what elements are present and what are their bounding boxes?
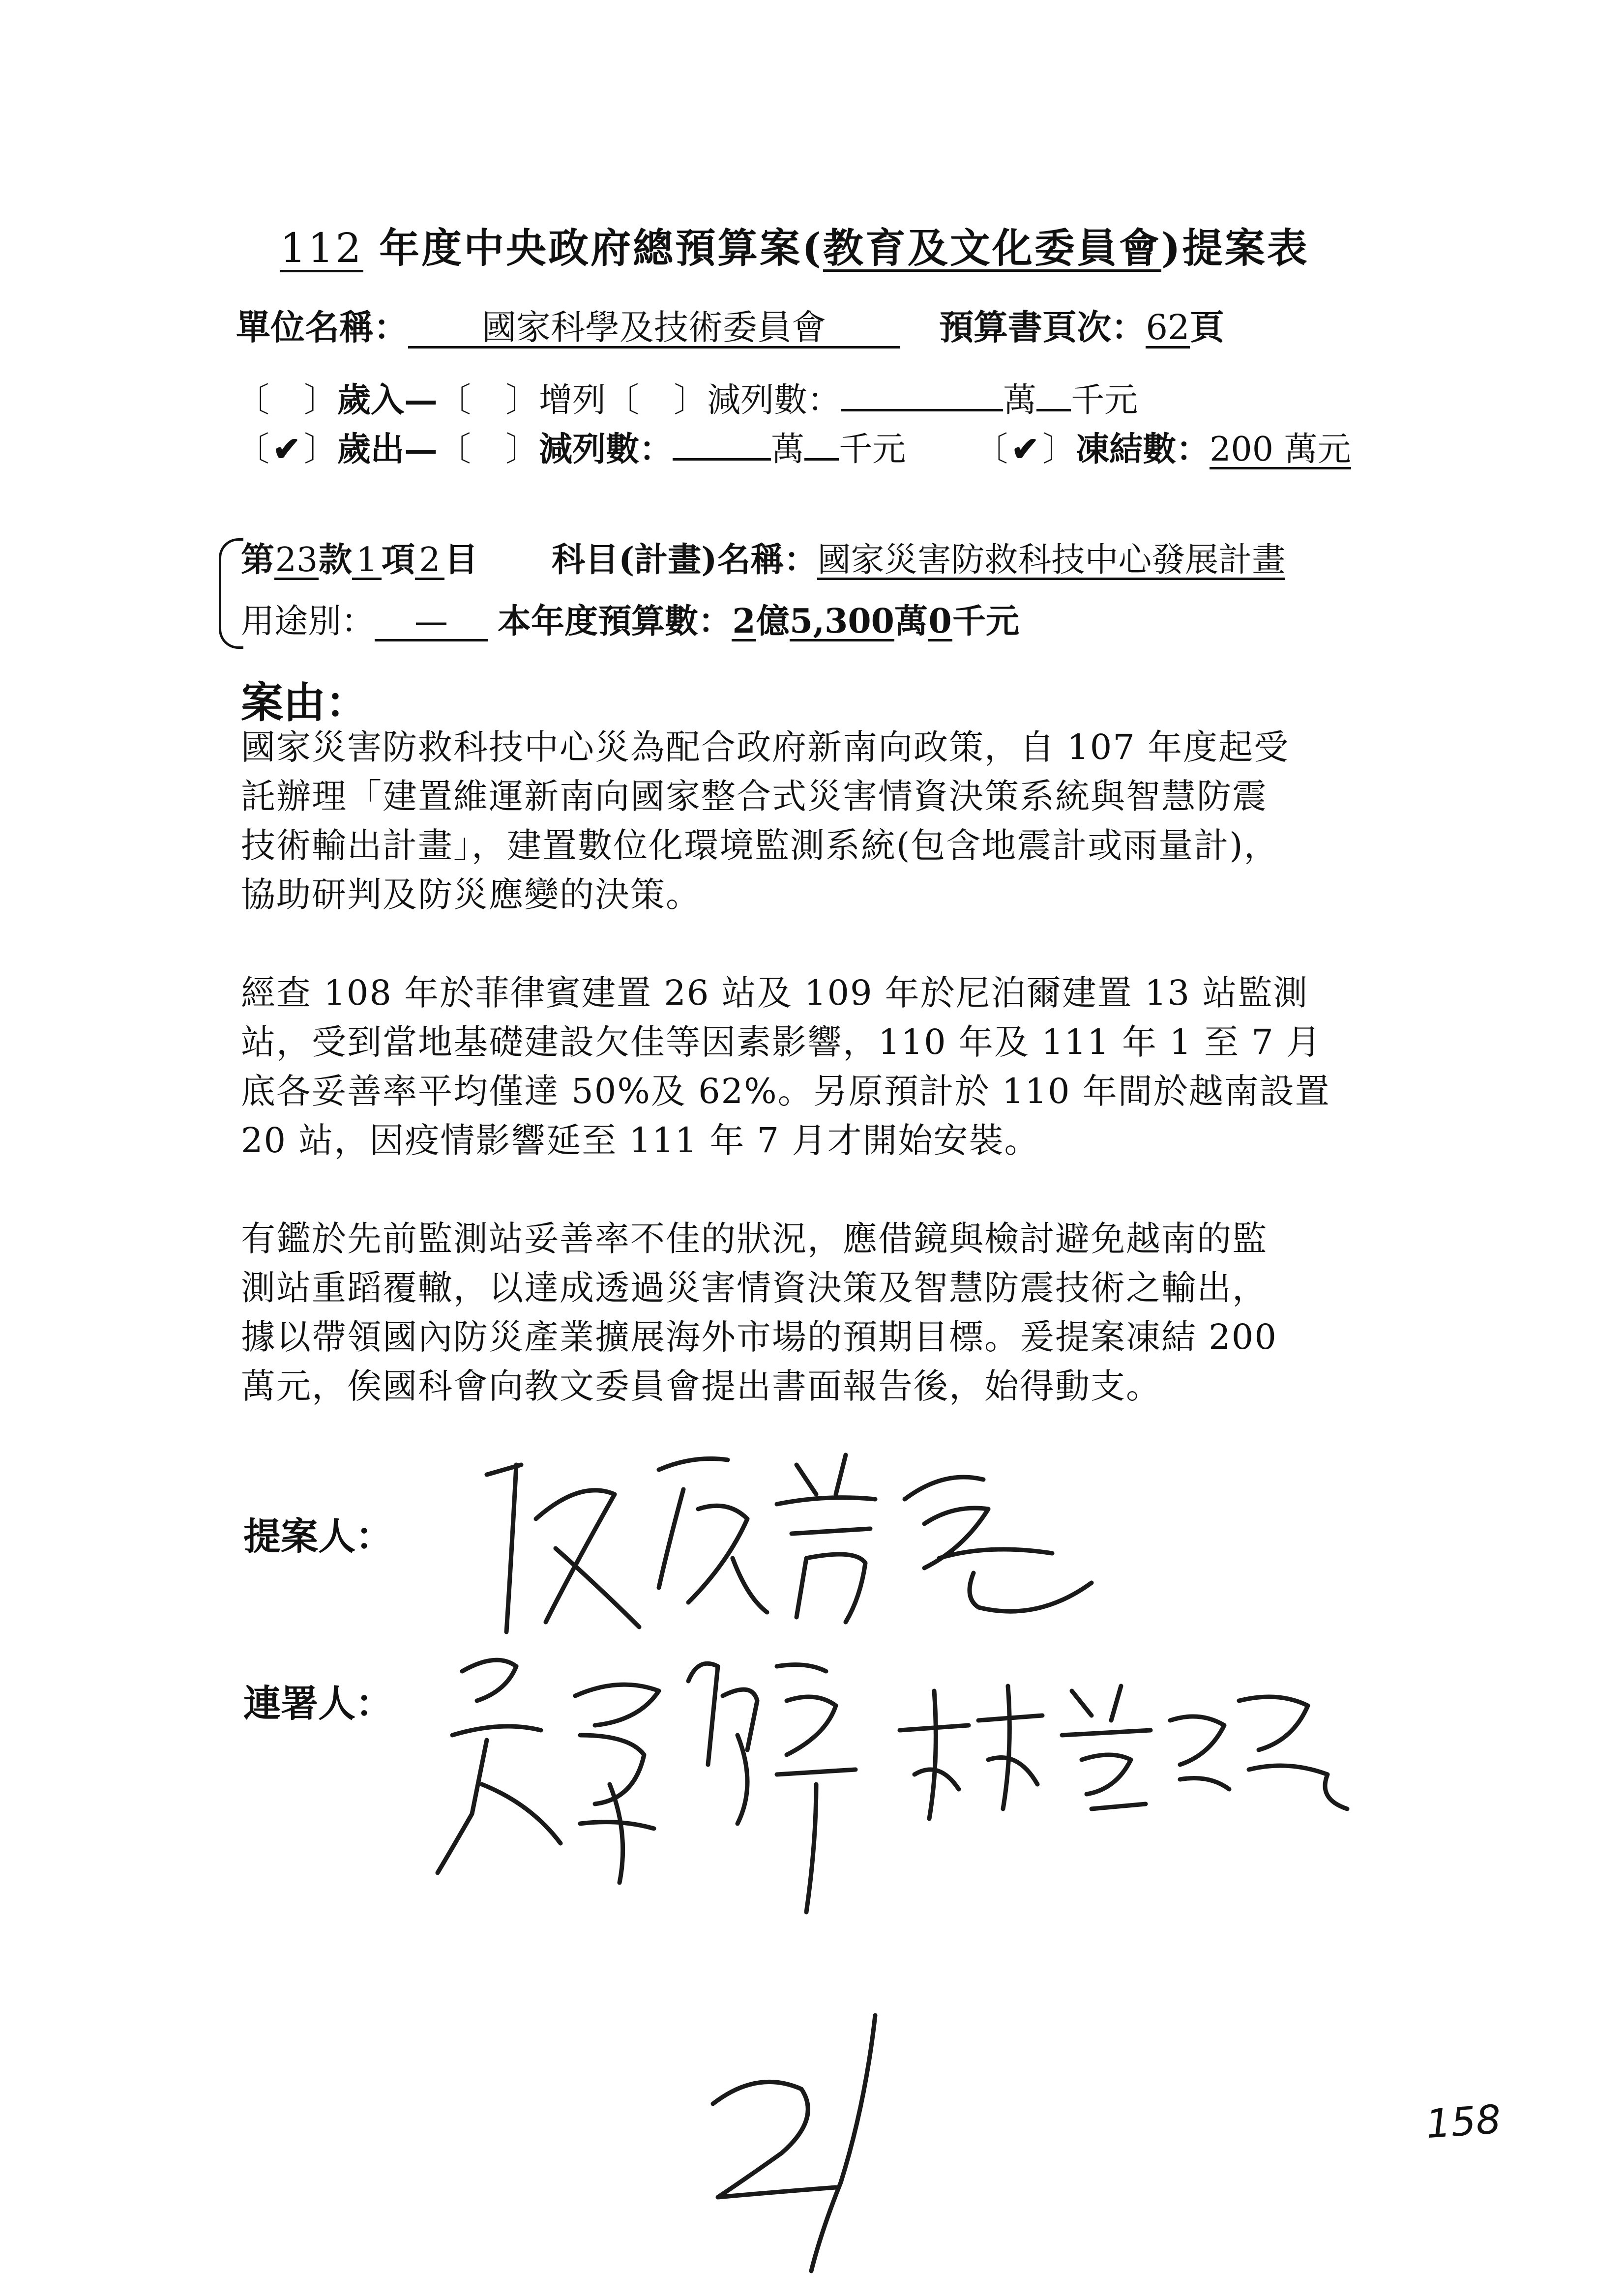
reason-heading: 案由： xyxy=(241,678,368,727)
item-xiang-label: 項 xyxy=(382,540,415,580)
usage-row xyxy=(241,595,1019,642)
reason-paragraph-3: 有鑑於先前監測站妥善率不佳的狀況，應借鏡與檢討避免越南的監 測站重蹈覆轍，以達成透過災害情資決策及智慧防震技術之輸出， 據以帶領國內防災產業擴展海外市場的預期目標。爰提案凍結 200 萬元，俟國科會向教文委員會提出書面報告後，始得動支。 xyxy=(241,1219,1277,1406)
page-ref-suffix: 頁 xyxy=(1190,307,1224,348)
item-row xyxy=(241,533,1285,581)
reason-paragraph-2: 經查 108 年於菲律賓建置 26 站及 109 年於尼泊爾建置 13 站監測 站，受到當地基礎建設欠佳等因素影響，110 年及 111 年 1 至 7 月 底各妥善率平均僅達 50%及 62%。另原預計於 110 年間於越南設置 20 站，因疫情影響延至 111 年 7 月才開始安裝。 xyxy=(241,973,1330,1161)
revenue-row: 〔 〕歲入—〔 〕增列〔 〕減列數： 萬 千元 xyxy=(236,380,1138,420)
revenue-amount-wan xyxy=(841,409,1003,411)
expenditure-amount-qian xyxy=(804,458,839,461)
budget-yi-unit: 億 xyxy=(756,602,790,641)
revenue-amount-qian xyxy=(1036,409,1071,411)
unit-value: 國家科學及技術委員會 xyxy=(408,310,900,349)
proposer-label: 提案人： xyxy=(243,1514,393,1558)
title-text: 年度中央政府總預算案( xyxy=(363,225,823,272)
revenue-label: 歲入— xyxy=(337,380,438,420)
usage-label: 用途別： xyxy=(241,602,375,641)
subject-value: 國家災害防救科技中心發展計畫 xyxy=(817,541,1286,580)
cosigner-signature-1 xyxy=(433,1637,875,1922)
expenditure-decrease-label: 減列數： xyxy=(539,430,673,469)
title-committee: 教育及文化委員會 xyxy=(823,225,1161,272)
budget-wan-unit: 萬 xyxy=(894,602,928,641)
freeze-value: 200 萬元 xyxy=(1210,430,1351,469)
revenue-decrease-label: 減列數： xyxy=(707,381,841,420)
form-title xyxy=(280,216,1309,274)
item-bracket xyxy=(219,538,243,649)
proposer-signature xyxy=(472,1435,1111,1642)
handwritten-number xyxy=(674,2005,900,2281)
unit-row xyxy=(236,300,1224,349)
expenditure-unit-qian: 千元 xyxy=(839,430,906,469)
budget-yi: 2 xyxy=(732,602,756,641)
expenditure-amount-wan xyxy=(673,458,771,461)
item-prefix: 第 xyxy=(241,540,275,580)
subject-label: 科目(計畫)名稱： xyxy=(552,540,818,580)
title-year: 112 xyxy=(280,225,363,272)
expenditure-label: 歲出— xyxy=(337,430,438,469)
budget-qian-unit: 千元 xyxy=(952,602,1020,641)
item-mu-label: 目 xyxy=(444,540,478,580)
page-ref-value: 62 xyxy=(1146,307,1190,348)
expenditure-checkbox: ✔ xyxy=(272,430,301,469)
item-xiang: 1 xyxy=(352,543,382,580)
freeze-checkbox: ✔ xyxy=(1011,430,1039,469)
unit-label: 單位名稱： xyxy=(236,307,408,348)
reason-paragraph-1: 國家災害防救科技中心災為配合政府新南向政策，自 107 年度起受 託辦理「建置維運新南向國家整合式災害情資決策系統與智慧防震 技術輸出計畫」，建置數位化環境監測系統(包含地震計或雨量計)， 協助研判及防災應變的決策。 xyxy=(241,727,1290,915)
item-kuan: 23 xyxy=(275,541,318,580)
cosigner-signature-2 xyxy=(885,1661,1367,1838)
expenditure-unit-wan: 萬 xyxy=(771,430,805,469)
cosigner-label: 連署人： xyxy=(243,1682,393,1725)
item-kuan-label: 款 xyxy=(319,540,353,580)
freeze-label: 凍結數： xyxy=(1076,430,1210,469)
item-mu: 2 xyxy=(415,543,444,580)
page-number: 158 xyxy=(1424,2096,1503,2148)
page-ref-label: 預算書頁次： xyxy=(939,307,1146,348)
expenditure-row: 〔✔〕歲出—〔 〕減列數： 萬 千元 〔✔〕凍結數：200 萬元 xyxy=(236,430,1351,469)
title-suffix: )提案表 xyxy=(1161,225,1309,272)
budget-qian: 0 xyxy=(928,602,952,641)
budget-wan: 5,300 xyxy=(790,602,894,641)
revenue-unit-wan: 萬 xyxy=(1003,381,1037,420)
revenue-increase-label: 增列 xyxy=(539,381,606,420)
usage-value: — xyxy=(375,604,488,641)
budget-label: 本年度預算數： xyxy=(498,602,732,641)
revenue-unit-qian: 千元 xyxy=(1071,381,1138,420)
